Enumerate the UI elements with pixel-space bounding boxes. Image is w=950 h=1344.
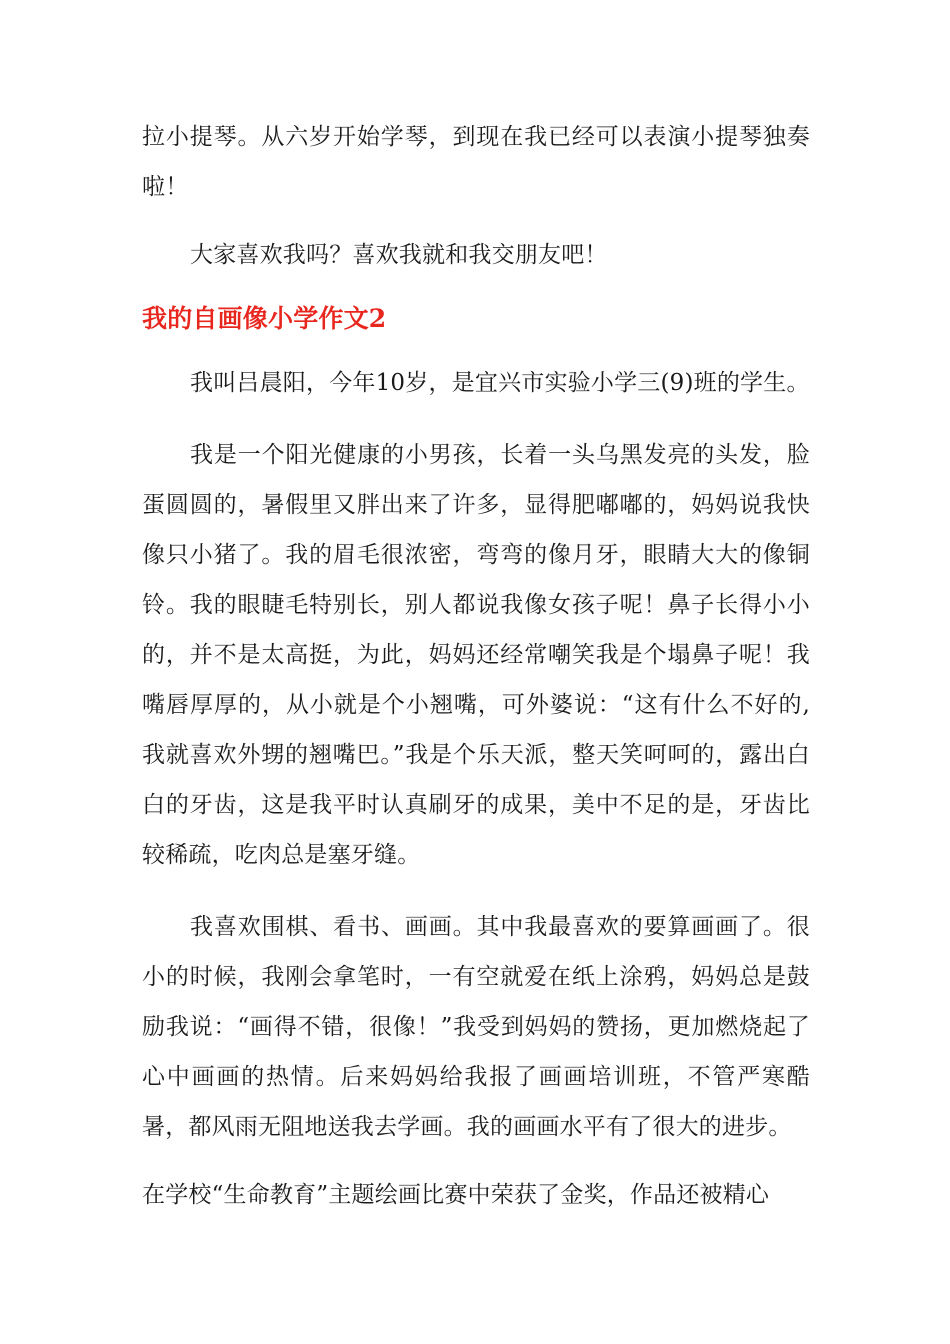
paragraph-hobbies: 我喜欢围棋、看书、画画。其中我最喜欢的要算画画了。很小的时候，我刚会拿笔时，一有空就爱在纸上涂鸦，妈妈总是鼓励我说：“画得不错，很像！”我受到妈妈的赞扬，更加燃烧起了心中画画的热情。后来妈妈给我报了画画培训班，不管严寒酷暑，都风雨无阻地送我去学画。我的画画水平有了很大的进步。	[142, 914, 810, 1140]
paragraph-intro: 我叫吕晨阳，今年10岁，是宜兴市实验小学三(9)班的学生。	[190, 370, 810, 396]
paragraph-friends: 大家喜欢我吗？喜欢我就和我交朋友吧！	[190, 242, 608, 268]
paragraph-appearance: 我是一个阳光健康的小男孩，长着一头乌黑发亮的头发，脸蛋圆圆的，暑假里又胖出来了许多，显得肥嘟嘟的，妈妈说我快像只小猪了。我的眉毛很浓密，弯弯的像月牙，眼睛大大的像铜铃。我的眼睫毛特别长，别人都说我像女孩子呢！鼻子长得小小的，并不是太高挺，为此，妈妈还经常嘲笑我是个塌鼻子呢！我嘴唇厚厚的，从小就是个小翘嘴，可外婆说：“这有什么不好的,我就喜欢外甥的翘嘴巴。”我是个乐天派，整天笑呵呵的，露出白白的牙齿，这是我平时认真刷牙的成果，美中不足的是，牙齿比较稀疏，吃肉总是塞牙缝。	[142, 442, 810, 868]
paragraph-violin: 拉小提琴。从六岁开始学琴，到现在我已经可以表演小提琴独奏啦！	[142, 124, 810, 200]
paragraph-award: 在学校“生命教育”主题绘画比赛中荣获了金奖，作品还被精心	[142, 1182, 770, 1208]
document-body	[142, 112, 810, 1220]
section-heading: 我的自画像小学作文2	[142, 304, 387, 333]
